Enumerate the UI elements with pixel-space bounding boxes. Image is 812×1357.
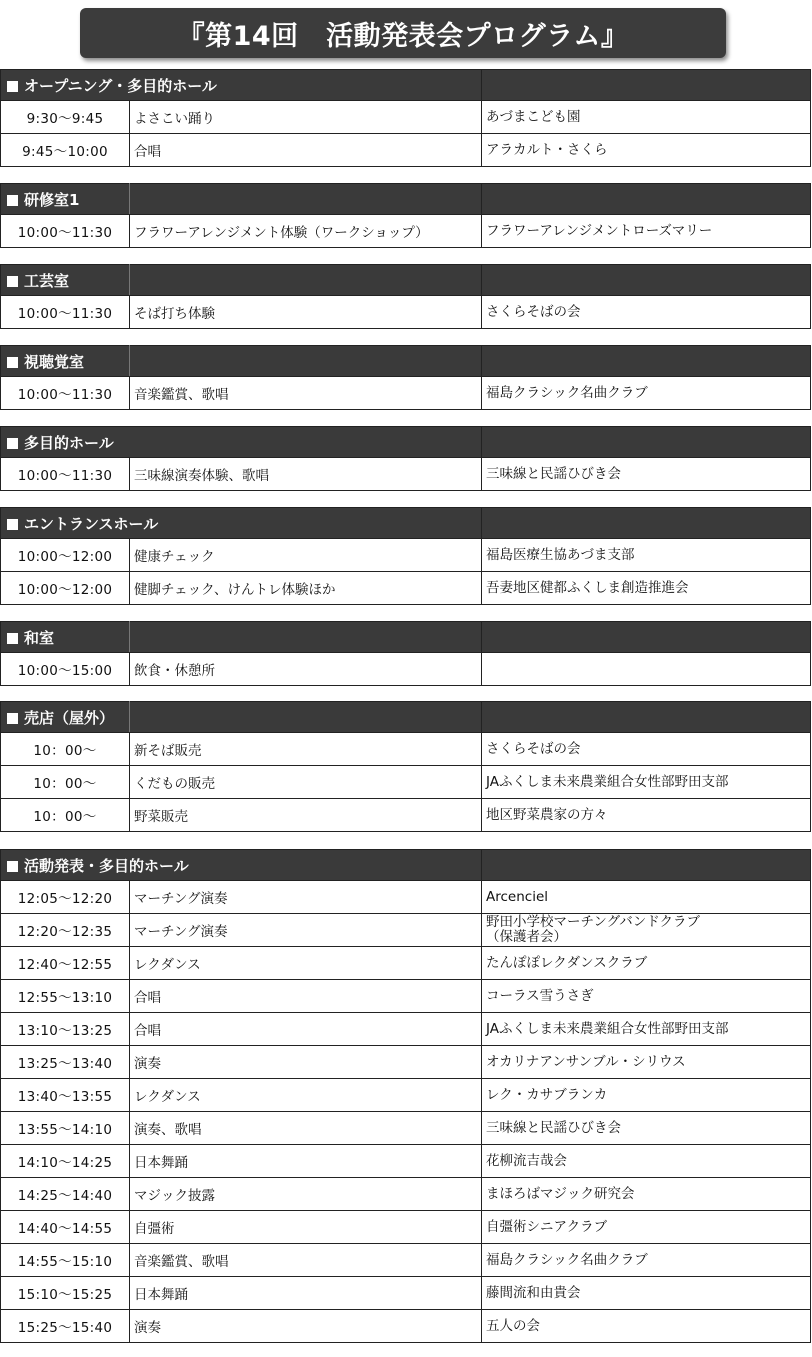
activity-cell: 健康チェック xyxy=(130,539,482,572)
activity-cell: 合唱 xyxy=(130,134,482,167)
section-title: エントランスホール xyxy=(24,514,159,533)
activity-cell: マーチング演奏 xyxy=(130,914,482,947)
section-header xyxy=(1,427,811,458)
organization-cell: たんぽぽレクダンスクラブ xyxy=(482,947,811,980)
time-cell: 12:20～12:35 xyxy=(1,914,130,947)
activity-cell: フラワーアレンジメント体験（ワークショップ） xyxy=(130,215,482,248)
organization-cell: 福島医療生協あづま支部 xyxy=(482,539,811,572)
organization-cell: アラカルト・さくら xyxy=(482,134,811,167)
organization-name: 野田小学校マーチングバンドクラブ xyxy=(486,914,700,930)
organization-cell: JAふくしま未来農業組合女性部野田支部 xyxy=(482,766,811,799)
time-cell: 10:00～15:00 xyxy=(1,653,130,686)
time-cell: 13:40～13:55 xyxy=(1,1079,130,1112)
time-cell: 14:55～15:10 xyxy=(1,1244,130,1277)
organization-cell: 福島クラシック名曲クラブ xyxy=(482,1244,811,1277)
section-entrance-hall xyxy=(0,507,810,605)
section-title: 視聴覚室 xyxy=(24,352,85,371)
section-header xyxy=(1,265,811,296)
activity-cell: 日本舞踊 xyxy=(130,1277,482,1310)
organization-cell xyxy=(482,914,811,947)
organization-cell: さくらそばの会 xyxy=(482,733,811,766)
activity-cell: 日本舞踊 xyxy=(130,1145,482,1178)
square-bullet-icon xyxy=(7,438,18,449)
table-row xyxy=(1,377,811,410)
table-row xyxy=(1,458,811,491)
table-row xyxy=(1,134,811,167)
activity-cell: 演奏 xyxy=(130,1310,482,1343)
organization-cell: コーラス雪うさぎ xyxy=(482,980,811,1013)
table-row xyxy=(1,733,811,766)
time-cell: 10:00～11:30 xyxy=(1,215,130,248)
time-cell: 14:25～14:40 xyxy=(1,1178,130,1211)
time-cell: 9:45～10:00 xyxy=(1,134,130,167)
table-row xyxy=(1,1145,811,1178)
square-bullet-icon xyxy=(7,357,18,368)
section-title: 多目的ホール xyxy=(24,433,114,452)
section-japanese-room xyxy=(0,621,810,686)
activity-cell: 三味線演奏体験、歌唱 xyxy=(130,458,482,491)
section-training-room xyxy=(0,183,810,248)
table-row xyxy=(1,572,811,605)
organization-cell: 花柳流吉哉会 xyxy=(482,1145,811,1178)
activity-cell: レクダンス xyxy=(130,1079,482,1112)
time-cell: 14:10～14:25 xyxy=(1,1145,130,1178)
organization-cell: 自彊術シニアクラブ xyxy=(482,1211,811,1244)
time-cell: 10:00～11:30 xyxy=(1,296,130,329)
section-title: 売店（屋外） xyxy=(24,708,115,727)
section-title: 和室 xyxy=(24,628,55,647)
organization-cell: 五人の会 xyxy=(482,1310,811,1343)
section-opening xyxy=(0,69,810,167)
square-bullet-icon xyxy=(7,713,18,724)
table-row xyxy=(1,1310,811,1343)
table-row xyxy=(1,1178,811,1211)
time-cell: 12:05～12:20 xyxy=(1,881,130,914)
section-header xyxy=(1,70,811,101)
activity-cell: そば打ち体験 xyxy=(130,296,482,329)
time-cell: 10:00～11:30 xyxy=(1,458,130,491)
organization-cell: まほろばマジック研究会 xyxy=(482,1178,811,1211)
organization-cell: JAふくしま未来農業組合女性部野田支部 xyxy=(482,1013,811,1046)
section-header xyxy=(1,508,811,539)
activity-cell: 合唱 xyxy=(130,1013,482,1046)
time-cell: 13:10～13:25 xyxy=(1,1013,130,1046)
time-cell: 10:00～12:00 xyxy=(1,572,130,605)
organization-cell: フラワーアレンジメントローズマリー xyxy=(482,215,811,248)
section-multipurpose-hall xyxy=(0,426,810,491)
section-header xyxy=(1,184,811,215)
activity-cell: 新そば販売 xyxy=(130,733,482,766)
table-row xyxy=(1,653,811,686)
time-cell: 10：00～ xyxy=(1,799,130,832)
section-header xyxy=(1,850,811,881)
organization-cell: 三味線と民謡ひびき会 xyxy=(482,458,811,491)
time-cell: 10：00～ xyxy=(1,733,130,766)
table-row xyxy=(1,215,811,248)
time-cell: 15:25～15:40 xyxy=(1,1310,130,1343)
section-header xyxy=(1,622,811,653)
time-cell: 14:40～14:55 xyxy=(1,1211,130,1244)
table-row xyxy=(1,1013,811,1046)
activity-cell: 演奏 xyxy=(130,1046,482,1079)
organization-cell: Arcenciel xyxy=(482,881,811,914)
table-row xyxy=(1,101,811,134)
table-row xyxy=(1,1112,811,1145)
activity-cell: 自彊術 xyxy=(130,1211,482,1244)
time-cell: 9:30～9:45 xyxy=(1,101,130,134)
time-cell: 13:55～14:10 xyxy=(1,1112,130,1145)
activity-cell: 健脚チェック、けんトレ体験ほか xyxy=(130,572,482,605)
section-title: オープニング・多目的ホール xyxy=(24,76,217,95)
activity-cell: 合唱 xyxy=(130,980,482,1013)
square-bullet-icon xyxy=(7,81,18,92)
table-row xyxy=(1,881,811,914)
section-outdoor-shop xyxy=(0,701,810,832)
time-cell: 15:10～15:25 xyxy=(1,1277,130,1310)
table-row xyxy=(1,296,811,329)
organization-cell: あづまこども園 xyxy=(482,101,811,134)
square-bullet-icon xyxy=(7,195,18,206)
square-bullet-icon xyxy=(7,276,18,287)
activity-cell: 飲食・休憩所 xyxy=(130,653,482,686)
table-row xyxy=(1,980,811,1013)
activity-cell: 音楽鑑賞、歌唱 xyxy=(130,377,482,410)
organization-cell: 藤間流和由貴会 xyxy=(482,1277,811,1310)
time-cell: 12:40～12:55 xyxy=(1,947,130,980)
activity-cell: 野菜販売 xyxy=(130,799,482,832)
activity-cell: マジック披露 xyxy=(130,1178,482,1211)
section-header xyxy=(1,346,811,377)
organization-cell: 地区野菜農家の方々 xyxy=(482,799,811,832)
table-row xyxy=(1,1277,811,1310)
organization-cell: オカリナアンサンブル・シリウス xyxy=(482,1046,811,1079)
time-cell: 12:55～13:10 xyxy=(1,980,130,1013)
square-bullet-icon xyxy=(7,519,18,530)
organization-subname: （保護者会） xyxy=(486,929,568,945)
table-row xyxy=(1,799,811,832)
time-cell: 13:25～13:40 xyxy=(1,1046,130,1079)
organization-cell: さくらそばの会 xyxy=(482,296,811,329)
organization-cell: 吾妻地区健都ふくしま創造推進会 xyxy=(482,572,811,605)
table-row xyxy=(1,914,811,947)
table-row xyxy=(1,1046,811,1079)
section-performances xyxy=(0,849,810,1343)
table-row xyxy=(1,766,811,799)
table-row xyxy=(1,1079,811,1112)
square-bullet-icon xyxy=(7,861,18,872)
section-title: 工芸室 xyxy=(24,271,70,290)
table-row xyxy=(1,539,811,572)
time-cell: 10:00～12:00 xyxy=(1,539,130,572)
organization-cell: 福島クラシック名曲クラブ xyxy=(482,377,811,410)
table-row xyxy=(1,947,811,980)
table-row xyxy=(1,1211,811,1244)
organization-cell: 三味線と民謡ひびき会 xyxy=(482,1112,811,1145)
time-cell: 10：00～ xyxy=(1,766,130,799)
activity-cell: 音楽鑑賞、歌唱 xyxy=(130,1244,482,1277)
section-craft-room xyxy=(0,264,810,329)
square-bullet-icon xyxy=(7,633,18,644)
section-header xyxy=(1,702,811,733)
activity-cell: マーチング演奏 xyxy=(130,881,482,914)
table-row xyxy=(1,1244,811,1277)
activity-cell: よさこい踊り xyxy=(130,101,482,134)
activity-cell: くだもの販売 xyxy=(130,766,482,799)
organization-cell xyxy=(482,653,811,686)
page-title: 『第14回 活動発表会プログラム』 xyxy=(80,8,726,58)
section-title: 活動発表・多目的ホール xyxy=(24,856,189,875)
activity-cell: 演奏、歌唱 xyxy=(130,1112,482,1145)
section-title: 研修室1 xyxy=(24,190,80,209)
time-cell: 10:00～11:30 xyxy=(1,377,130,410)
activity-cell: レクダンス xyxy=(130,947,482,980)
section-av-room xyxy=(0,345,810,410)
organization-cell: レク・カサブランカ xyxy=(482,1079,811,1112)
